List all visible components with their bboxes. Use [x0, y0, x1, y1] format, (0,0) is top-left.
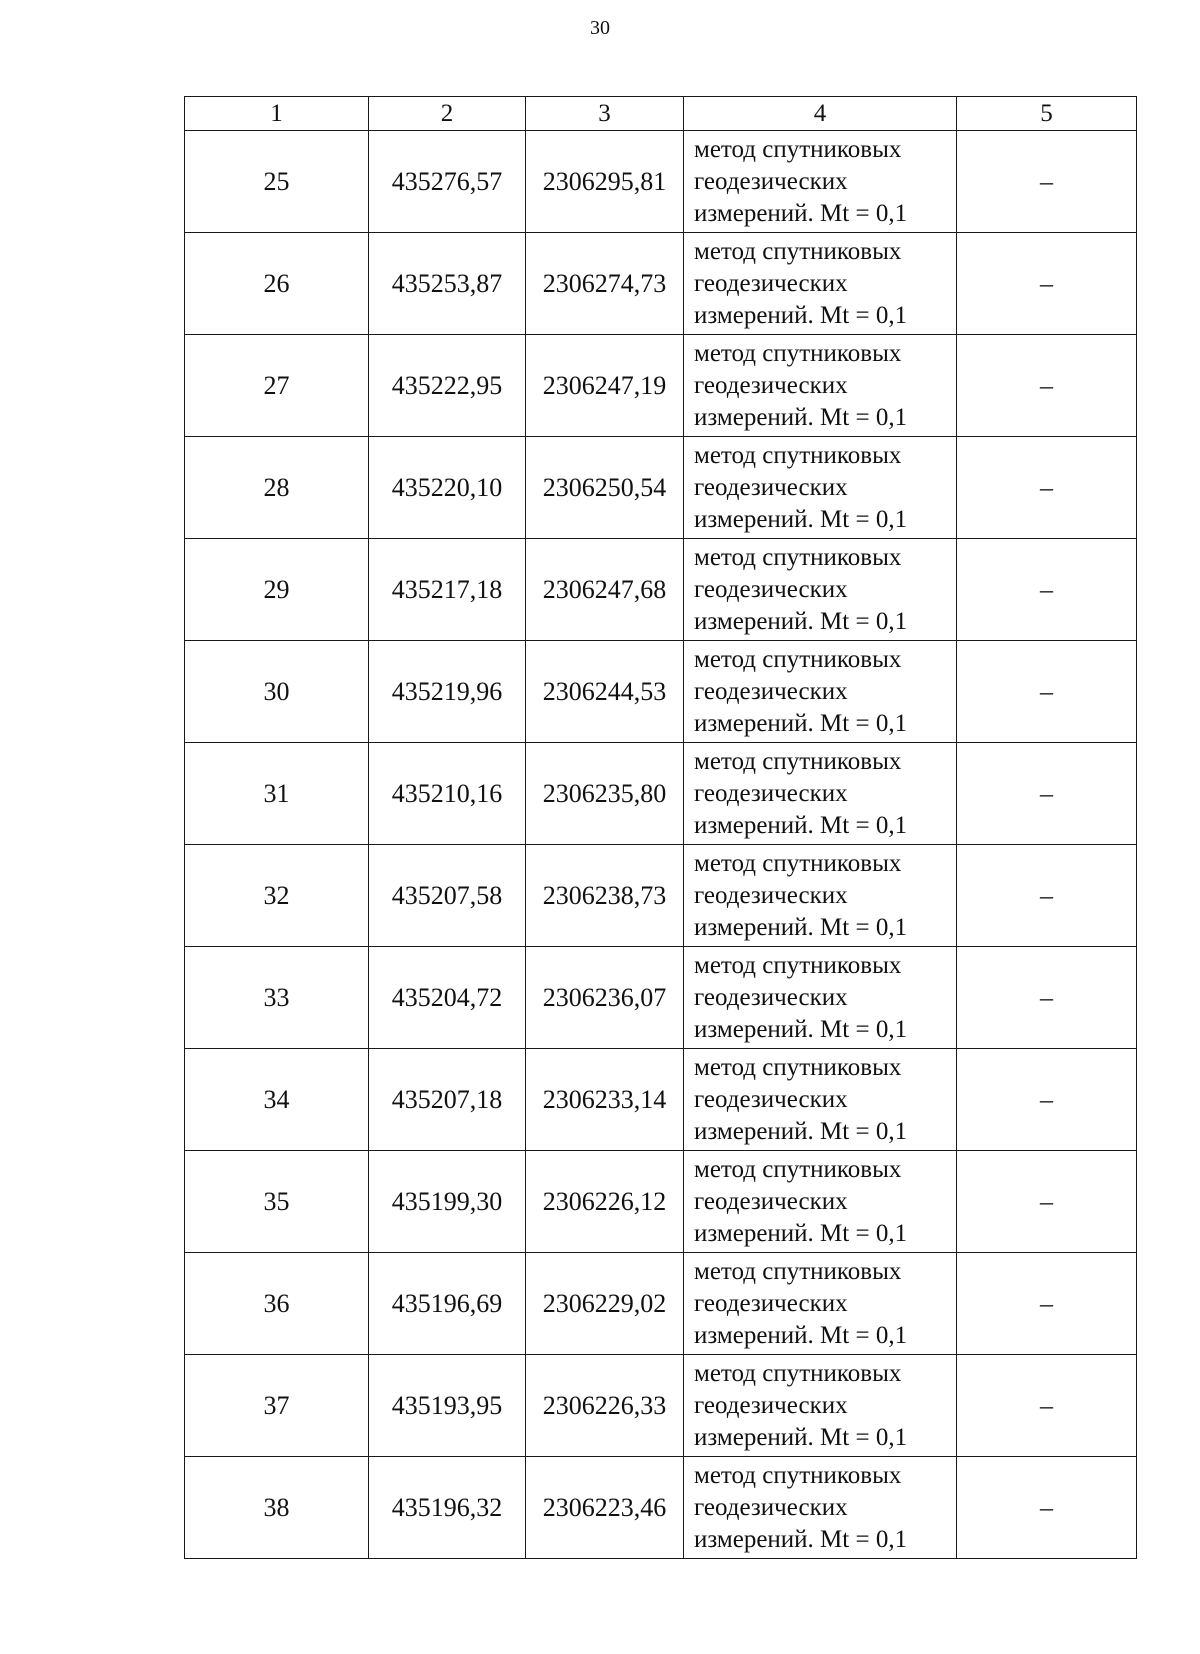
table-row: [185, 1151, 1137, 1253]
method-line: метод спутниковых: [694, 748, 902, 775]
method-line: измерений. Mt = 0,1: [694, 1118, 908, 1145]
x-coordinate-cell: 435210,16: [369, 743, 526, 845]
method-line: метод спутниковых: [694, 1462, 902, 1489]
coordinates-table: [184, 96, 1137, 1559]
note-cell: –: [957, 1049, 1137, 1151]
method-cell: [684, 947, 957, 1049]
note-cell: –: [957, 1151, 1137, 1253]
method-line: геодезических: [694, 372, 848, 399]
point-number-cell: 37: [185, 1355, 369, 1457]
method-line: геодезических: [694, 882, 848, 909]
method-line: измерений. Mt = 0,1: [694, 710, 908, 737]
note-cell: –: [957, 437, 1137, 539]
point-number-cell: 29: [185, 539, 369, 641]
note-cell: –: [957, 947, 1137, 1049]
note-cell: –: [957, 1253, 1137, 1355]
x-coordinate-cell: 435204,72: [369, 947, 526, 1049]
table-header-row: [185, 97, 1137, 131]
table-row: [185, 845, 1137, 947]
method-line: измерений. Mt = 0,1: [694, 1424, 908, 1451]
point-number-cell: 27: [185, 335, 369, 437]
table-row: [185, 233, 1137, 335]
x-coordinate-cell: 435196,69: [369, 1253, 526, 1355]
x-coordinate-cell: 435217,18: [369, 539, 526, 641]
point-number-cell: 36: [185, 1253, 369, 1355]
method-line: геодезических: [694, 1494, 848, 1521]
y-coordinate-cell: 2306247,19: [526, 335, 684, 437]
method-line: метод спутниковых: [694, 340, 902, 367]
method-line: геодезических: [694, 1188, 848, 1215]
header-col-4: 4: [684, 97, 957, 131]
y-coordinate-cell: 2306247,68: [526, 539, 684, 641]
point-number-cell: 33: [185, 947, 369, 1049]
table-row: [185, 437, 1137, 539]
point-number-cell: 34: [185, 1049, 369, 1151]
method-line: метод спутниковых: [694, 544, 902, 571]
method-line: геодезических: [694, 168, 848, 195]
method-line: геодезических: [694, 1290, 848, 1317]
x-coordinate-cell: 435220,10: [369, 437, 526, 539]
x-coordinate-cell: 435207,18: [369, 1049, 526, 1151]
x-coordinate-cell: 435193,95: [369, 1355, 526, 1457]
x-coordinate-cell: 435253,87: [369, 233, 526, 335]
method-cell: [684, 437, 957, 539]
method-cell: [684, 335, 957, 437]
y-coordinate-cell: 2306233,14: [526, 1049, 684, 1151]
method-cell: [684, 131, 957, 233]
y-coordinate-cell: 2306226,12: [526, 1151, 684, 1253]
x-coordinate-cell: 435199,30: [369, 1151, 526, 1253]
table-row: [185, 1355, 1137, 1457]
note-cell: –: [957, 1355, 1137, 1457]
method-line: измерений. Mt = 0,1: [694, 914, 908, 941]
y-coordinate-cell: 2306236,07: [526, 947, 684, 1049]
method-line: геодезических: [694, 474, 848, 501]
x-coordinate-cell: 435219,96: [369, 641, 526, 743]
note-cell: –: [957, 335, 1137, 437]
method-line: измерений. Mt = 0,1: [694, 302, 908, 329]
method-cell: [684, 1457, 957, 1559]
method-cell: [684, 1049, 957, 1151]
method-line: геодезических: [694, 270, 848, 297]
table-row: [185, 1253, 1137, 1355]
method-line: геодезических: [694, 1392, 848, 1419]
method-line: метод спутниковых: [694, 646, 902, 673]
table-row: [185, 743, 1137, 845]
method-line: измерений. Mt = 0,1: [694, 1016, 908, 1043]
method-line: метод спутниковых: [694, 850, 902, 877]
table-row: [185, 131, 1137, 233]
header-col-3: 3: [526, 97, 684, 131]
method-line: геодезических: [694, 1086, 848, 1113]
page-number: 30: [590, 17, 610, 39]
method-cell: [684, 641, 957, 743]
method-line: метод спутниковых: [694, 1258, 902, 1285]
method-line: измерений. Mt = 0,1: [694, 812, 908, 839]
note-cell: –: [957, 641, 1137, 743]
method-line: измерений. Mt = 0,1: [694, 200, 908, 227]
method-line: геодезических: [694, 780, 848, 807]
y-coordinate-cell: 2306235,80: [526, 743, 684, 845]
table-row: [185, 539, 1137, 641]
method-line: геодезических: [694, 576, 848, 603]
y-coordinate-cell: 2306223,46: [526, 1457, 684, 1559]
point-number-cell: 35: [185, 1151, 369, 1253]
method-line: метод спутниковых: [694, 1054, 902, 1081]
point-number-cell: 38: [185, 1457, 369, 1559]
method-cell: [684, 539, 957, 641]
y-coordinate-cell: 2306238,73: [526, 845, 684, 947]
y-coordinate-cell: 2306226,33: [526, 1355, 684, 1457]
method-line: метод спутниковых: [694, 952, 902, 979]
header-col-2: 2: [369, 97, 526, 131]
table-row: [185, 1457, 1137, 1559]
table-row: [185, 641, 1137, 743]
method-line: измерений. Mt = 0,1: [694, 506, 908, 533]
table-row: [185, 947, 1137, 1049]
method-cell: [684, 743, 957, 845]
method-line: измерений. Mt = 0,1: [694, 608, 908, 635]
method-line: измерений. Mt = 0,1: [694, 1220, 908, 1247]
header-col-5: 5: [957, 97, 1137, 131]
table-row: [185, 1049, 1137, 1151]
method-line: метод спутниковых: [694, 238, 902, 265]
method-cell: [684, 233, 957, 335]
x-coordinate-cell: 435207,58: [369, 845, 526, 947]
table-row: [185, 335, 1137, 437]
method-cell: [684, 1151, 957, 1253]
note-cell: –: [957, 233, 1137, 335]
note-cell: –: [957, 845, 1137, 947]
method-cell: [684, 1253, 957, 1355]
method-line: измерений. Mt = 0,1: [694, 1526, 908, 1553]
x-coordinate-cell: 435196,32: [369, 1457, 526, 1559]
method-line: геодезических: [694, 678, 848, 705]
note-cell: –: [957, 1457, 1137, 1559]
method-line: геодезических: [694, 984, 848, 1011]
method-line: измерений. Mt = 0,1: [694, 1322, 908, 1349]
method-cell: [684, 845, 957, 947]
y-coordinate-cell: 2306229,02: [526, 1253, 684, 1355]
method-cell: [684, 1355, 957, 1457]
table-body: [185, 131, 1137, 1559]
point-number-cell: 32: [185, 845, 369, 947]
point-number-cell: 31: [185, 743, 369, 845]
y-coordinate-cell: 2306274,73: [526, 233, 684, 335]
method-line: метод спутниковых: [694, 1360, 902, 1387]
x-coordinate-cell: 435276,57: [369, 131, 526, 233]
point-number-cell: 28: [185, 437, 369, 539]
method-line: метод спутниковых: [694, 1156, 902, 1183]
header-col-1: 1: [185, 97, 369, 131]
point-number-cell: 25: [185, 131, 369, 233]
y-coordinate-cell: 2306295,81: [526, 131, 684, 233]
method-line: измерений. Mt = 0,1: [694, 404, 908, 431]
method-line: метод спутниковых: [694, 136, 902, 163]
note-cell: –: [957, 539, 1137, 641]
y-coordinate-cell: 2306244,53: [526, 641, 684, 743]
point-number-cell: 26: [185, 233, 369, 335]
method-line: метод спутниковых: [694, 442, 902, 469]
note-cell: –: [957, 743, 1137, 845]
point-number-cell: 30: [185, 641, 369, 743]
x-coordinate-cell: 435222,95: [369, 335, 526, 437]
note-cell: –: [957, 131, 1137, 233]
y-coordinate-cell: 2306250,54: [526, 437, 684, 539]
